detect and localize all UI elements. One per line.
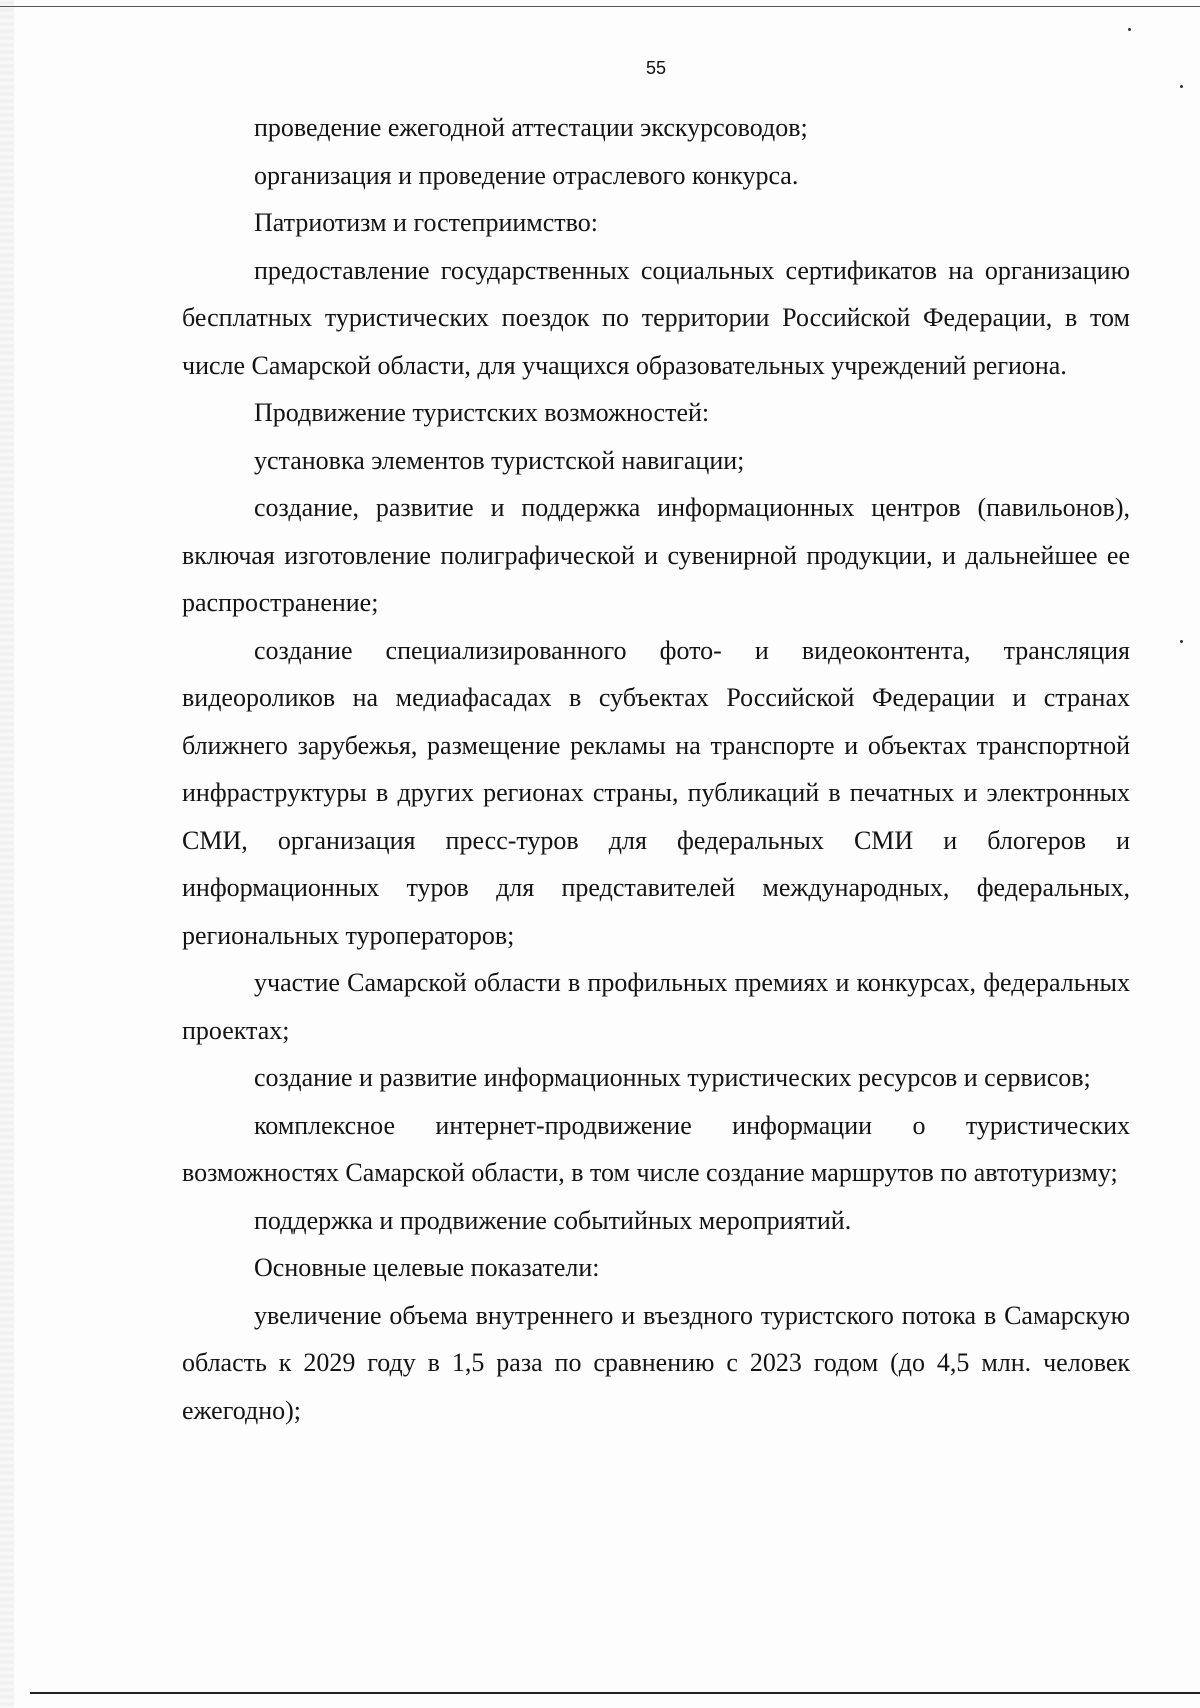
scan-speck bbox=[1128, 28, 1131, 31]
top-scan-line bbox=[0, 6, 1200, 7]
paragraph: предоставление государственных социальных сертификатов на организацию бесплатных туристических поездок по территории Российской Федерации, в том числе Самарской области, для учащихся образовательных учреждений региона. bbox=[182, 255, 1130, 380]
bottom-scan-line bbox=[30, 1692, 1200, 1694]
paragraph: Основные целевые показатели: bbox=[254, 1253, 600, 1282]
paragraph: создание специализированного фото- и видеоконтента, трансляция видеороликов на медиафасадах в субъектах Российской Федерации и странах ближнего зарубежья, размещение рекламы на транспорте и объектах транспортной инфраструктуры в других регионах страны, публикаций в печатных и электронных СМИ, организация пресс-туров для федеральных СМИ и блогеров и информационных туров для представителей международных, федеральных, региональных туроператоров; bbox=[182, 635, 1130, 950]
paragraph: организация и проведение отраслевого конкурса. bbox=[254, 160, 799, 190]
paragraph: участие Самарской области в профильных премиях и конкурсах, федеральных проектах; bbox=[182, 968, 1130, 1045]
paragraph: увеличение объема внутреннего и въездного туристского потока в Самарскую область к 2029 году в 1,5 раза по сравнению с 2023 годом (до 4,5 млн. человек ежегодно); bbox=[182, 1300, 1130, 1425]
body-text bbox=[182, 104, 1130, 1434]
scan-speck bbox=[1180, 85, 1183, 88]
scan-speck bbox=[1180, 640, 1183, 643]
paragraph: создание и развитие информационных туристических ресурсов и сервисов; bbox=[254, 1063, 1091, 1092]
page-number: 55 bbox=[645, 58, 667, 78]
paragraph: проведение ежегодной аттестации экскурсоводов; bbox=[254, 113, 808, 142]
paragraph: Патриотизм и гостеприимство: bbox=[254, 208, 598, 237]
paragraph: комплексное интернет-продвижение информации о туристических возможностях Самарской области, в том числе создание маршрутов по автотуризму; bbox=[182, 1110, 1130, 1187]
paragraph: создание, развитие и поддержка информационных центров (павильонов), включая изготовление полиграфической и сувенирной продукции, и дальнейшее ее распространение; bbox=[182, 493, 1130, 617]
paragraph: установка элементов туристской навигации; bbox=[254, 445, 745, 475]
paragraph: поддержка и продвижение событийных мероприятий. bbox=[254, 1205, 852, 1235]
scan-edge-shadow bbox=[0, 0, 14, 1708]
paragraph: Продвижение туристских возможностей: bbox=[254, 398, 710, 427]
